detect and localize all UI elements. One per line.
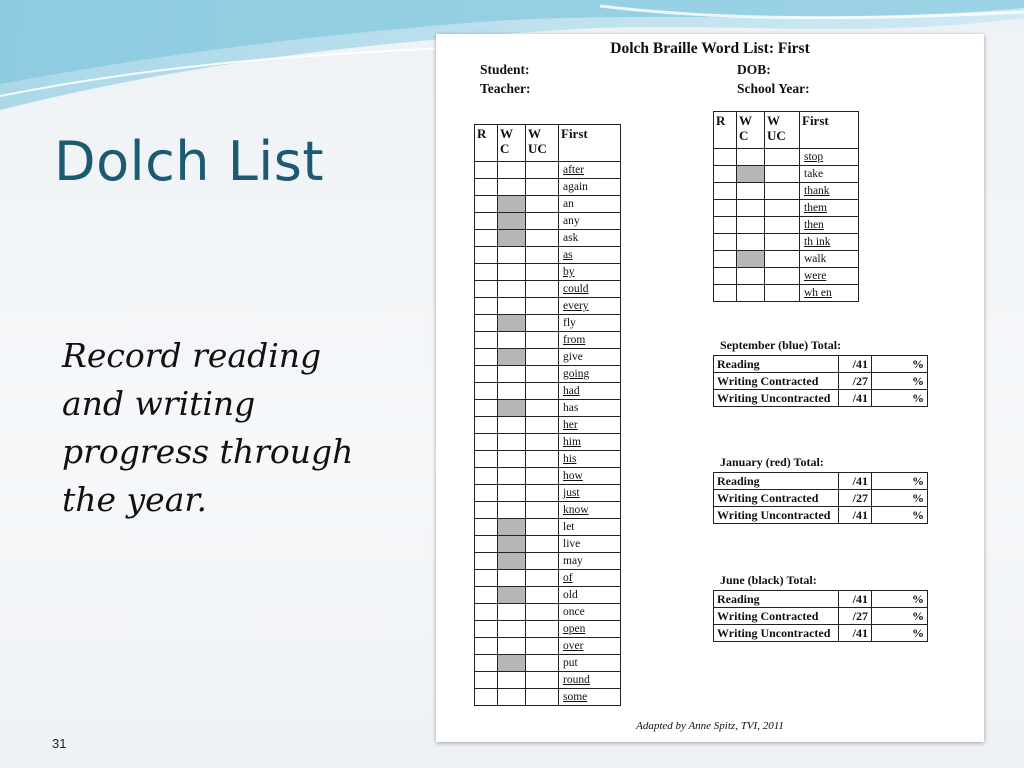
totals-heading: September (blue) Total: [720, 338, 842, 352]
totals-label: Writing Uncontracted [714, 507, 839, 524]
totals-denominator: /41 [839, 591, 872, 608]
word-cell: may [559, 553, 621, 570]
wuc-cell[interactable] [526, 417, 559, 434]
word-cell: take [800, 166, 859, 183]
r-cell[interactable] [475, 655, 498, 672]
word-cell: had [559, 383, 621, 400]
wuc-cell[interactable] [526, 587, 559, 604]
r-cell[interactable] [475, 383, 498, 400]
word-row [475, 621, 621, 638]
wc-cell[interactable] [737, 251, 765, 268]
totals-denominator: /27 [839, 490, 872, 507]
wc-cell[interactable] [498, 638, 526, 655]
word-row [475, 383, 621, 400]
word-row [714, 285, 859, 302]
totals-row [714, 625, 928, 642]
totals-denominator: /27 [839, 373, 872, 390]
wuc-cell[interactable] [526, 162, 559, 179]
word-row [475, 604, 621, 621]
word-row [475, 451, 621, 468]
header-wuc: W UC [765, 112, 800, 149]
r-cell[interactable] [475, 587, 498, 604]
wuc-cell[interactable] [526, 332, 559, 349]
totals-row [714, 490, 928, 507]
wc-cell[interactable] [498, 451, 526, 468]
wuc-cell[interactable] [526, 485, 559, 502]
totals-percent: % [872, 608, 928, 625]
word-row [475, 315, 621, 332]
header-first: First [559, 125, 621, 162]
r-cell[interactable] [714, 149, 737, 166]
r-cell[interactable] [475, 366, 498, 383]
header-r: R [714, 112, 737, 149]
left-word-table [474, 124, 621, 706]
totals-percent: % [872, 473, 928, 490]
slide-title: Dolch List [54, 130, 325, 193]
totals-row [714, 608, 928, 625]
wuc-cell[interactable] [526, 264, 559, 281]
wuc-cell[interactable] [765, 149, 800, 166]
word-row [475, 162, 621, 179]
totals-percent: % [872, 490, 928, 507]
totals-label: Reading [714, 356, 839, 373]
word-row [475, 247, 621, 264]
wuc-cell[interactable] [526, 621, 559, 638]
wc-cell[interactable] [498, 689, 526, 706]
wc-cell[interactable] [737, 268, 765, 285]
wc-cell[interactable] [498, 417, 526, 434]
wuc-cell[interactable] [526, 383, 559, 400]
word-cell: of [559, 570, 621, 587]
word-cell: let [559, 519, 621, 536]
r-cell[interactable] [475, 264, 498, 281]
wc-cell[interactable] [498, 621, 526, 638]
word-row [475, 655, 621, 672]
r-cell[interactable] [475, 485, 498, 502]
wuc-cell[interactable] [765, 166, 800, 183]
wc-cell[interactable] [737, 149, 765, 166]
wuc-cell[interactable] [526, 468, 559, 485]
school-year-label: School Year: [737, 81, 810, 96]
word-cell: them [800, 200, 859, 217]
totals-table [713, 355, 928, 407]
word-cell: then [800, 217, 859, 234]
document-title: Dolch Braille Word List: First [610, 40, 810, 57]
r-cell[interactable] [475, 519, 498, 536]
word-row [714, 217, 859, 234]
word-cell: just [559, 485, 621, 502]
r-cell[interactable] [475, 281, 498, 298]
word-row [475, 281, 621, 298]
r-cell[interactable] [475, 162, 498, 179]
word-cell: some [559, 689, 621, 706]
dob-label: DOB: [737, 62, 771, 77]
totals-table [713, 472, 928, 524]
totals-denominator: /41 [839, 473, 872, 490]
word-row [475, 468, 621, 485]
word-cell: live [559, 536, 621, 553]
totals-percent: % [872, 373, 928, 390]
word-cell: over [559, 638, 621, 655]
word-row [714, 268, 859, 285]
wc-cell[interactable] [498, 349, 526, 366]
word-row [475, 536, 621, 553]
totals-row [714, 373, 928, 390]
word-row [714, 234, 859, 251]
word-row [475, 196, 621, 213]
wuc-cell[interactable] [526, 672, 559, 689]
wuc-cell[interactable] [765, 234, 800, 251]
word-row [475, 264, 621, 281]
header-wuc: W UC [526, 125, 559, 162]
r-cell[interactable] [714, 234, 737, 251]
wuc-cell[interactable] [526, 638, 559, 655]
totals-percent: % [872, 356, 928, 373]
totals-heading: June (black) Total: [720, 573, 817, 587]
word-row [475, 349, 621, 366]
wc-cell[interactable] [498, 485, 526, 502]
word-row [475, 553, 621, 570]
word-row [475, 298, 621, 315]
wuc-cell[interactable] [765, 268, 800, 285]
wuc-cell[interactable] [526, 655, 559, 672]
word-row [475, 502, 621, 519]
totals-label: Reading [714, 591, 839, 608]
r-cell[interactable] [475, 196, 498, 213]
totals-row [714, 390, 928, 407]
word-row [475, 179, 621, 196]
word-cell: how [559, 468, 621, 485]
totals-denominator: /27 [839, 608, 872, 625]
word-cell: from [559, 332, 621, 349]
totals-row [714, 507, 928, 524]
totals-heading: January (red) Total: [720, 455, 824, 469]
wc-cell[interactable] [498, 519, 526, 536]
totals-denominator: /41 [839, 390, 872, 407]
r-cell[interactable] [475, 247, 498, 264]
wuc-cell[interactable] [526, 315, 559, 332]
wuc-cell[interactable] [526, 502, 559, 519]
totals-percent: % [872, 591, 928, 608]
r-cell[interactable] [475, 621, 498, 638]
r-cell[interactable] [714, 200, 737, 217]
word-cell: her [559, 417, 621, 434]
word-cell: by [559, 264, 621, 281]
word-cell: thank [800, 183, 859, 200]
word-row [714, 200, 859, 217]
r-cell[interactable] [714, 251, 737, 268]
wuc-cell[interactable] [526, 213, 559, 230]
word-cell: every [559, 298, 621, 315]
wc-cell[interactable] [737, 166, 765, 183]
word-cell: were [800, 268, 859, 285]
word-row [475, 332, 621, 349]
totals-label: Writing Contracted [714, 490, 839, 507]
wuc-cell[interactable] [526, 349, 559, 366]
word-cell: give [559, 349, 621, 366]
word-cell: fly [559, 315, 621, 332]
word-cell: his [559, 451, 621, 468]
header-wc: W C [737, 112, 765, 149]
word-cell: could [559, 281, 621, 298]
word-row [475, 672, 621, 689]
wc-cell[interactable] [737, 234, 765, 251]
r-cell[interactable] [475, 502, 498, 519]
r-cell[interactable] [475, 604, 498, 621]
word-row [714, 166, 859, 183]
totals-denominator: /41 [839, 507, 872, 524]
wuc-cell[interactable] [526, 281, 559, 298]
wc-cell[interactable] [737, 285, 765, 302]
word-row [475, 570, 621, 587]
totals-label: Writing Uncontracted [714, 625, 839, 642]
r-cell[interactable] [475, 451, 498, 468]
teacher-label: Teacher: [480, 81, 531, 96]
wc-cell[interactable] [498, 196, 526, 213]
r-cell[interactable] [475, 689, 498, 706]
r-cell[interactable] [475, 536, 498, 553]
r-cell[interactable] [475, 672, 498, 689]
right-word-table [713, 111, 859, 302]
wuc-cell[interactable] [526, 196, 559, 213]
r-cell[interactable] [714, 166, 737, 183]
credit-line: Adapted by Anne Spitz, TVI, 2011 [636, 720, 784, 732]
totals-denominator: /41 [839, 356, 872, 373]
word-cell: wh en [800, 285, 859, 302]
header-first: First [800, 112, 859, 149]
wc-cell[interactable] [498, 570, 526, 587]
wuc-cell[interactable] [765, 200, 800, 217]
word-cell: ask [559, 230, 621, 247]
word-cell: as [559, 247, 621, 264]
wuc-cell[interactable] [526, 519, 559, 536]
wuc-cell[interactable] [765, 183, 800, 200]
word-row [714, 251, 859, 268]
wc-cell[interactable] [498, 587, 526, 604]
totals-table [713, 590, 928, 642]
word-cell: walk [800, 251, 859, 268]
wc-cell[interactable] [498, 655, 526, 672]
totals-row [714, 356, 928, 373]
wuc-cell[interactable] [765, 251, 800, 268]
wuc-cell[interactable] [526, 366, 559, 383]
wc-cell[interactable] [498, 179, 526, 196]
wc-cell[interactable] [498, 604, 526, 621]
wuc-cell[interactable] [526, 536, 559, 553]
wc-cell[interactable] [498, 247, 526, 264]
wuc-cell[interactable] [765, 217, 800, 234]
word-row [475, 417, 621, 434]
wuc-cell[interactable] [526, 247, 559, 264]
r-cell[interactable] [475, 230, 498, 247]
r-cell[interactable] [475, 332, 498, 349]
wc-cell[interactable] [498, 298, 526, 315]
totals-percent: % [872, 390, 928, 407]
r-cell[interactable] [475, 468, 498, 485]
totals-row [714, 591, 928, 608]
word-cell: going [559, 366, 621, 383]
wc-cell[interactable] [498, 434, 526, 451]
student-label: Student: [480, 62, 530, 77]
wuc-cell[interactable] [526, 400, 559, 417]
word-row [475, 400, 621, 417]
wc-cell[interactable] [737, 200, 765, 217]
wuc-cell[interactable] [526, 230, 559, 247]
wuc-cell[interactable] [526, 570, 559, 587]
word-cell: open [559, 621, 621, 638]
word-row [714, 183, 859, 200]
totals-label: Writing Contracted [714, 373, 839, 390]
r-cell[interactable] [714, 183, 737, 200]
r-cell[interactable] [475, 553, 498, 570]
word-cell: old [559, 587, 621, 604]
totals-label: Writing Contracted [714, 608, 839, 625]
r-cell[interactable] [475, 349, 498, 366]
wc-cell[interactable] [498, 315, 526, 332]
totals-row [714, 473, 928, 490]
word-row [475, 519, 621, 536]
totals-percent: % [872, 625, 928, 642]
totals-label: Writing Uncontracted [714, 390, 839, 407]
wc-cell[interactable] [498, 536, 526, 553]
r-cell[interactable] [475, 570, 498, 587]
r-cell[interactable] [475, 298, 498, 315]
r-cell[interactable] [714, 217, 737, 234]
wc-cell[interactable] [498, 468, 526, 485]
word-cell: has [559, 400, 621, 417]
wuc-cell[interactable] [526, 451, 559, 468]
word-cell: stop [800, 149, 859, 166]
r-cell[interactable] [714, 285, 737, 302]
dolch-word-list-document [436, 34, 984, 742]
r-cell[interactable] [475, 638, 498, 655]
word-cell: round [559, 672, 621, 689]
header-wc: W C [498, 125, 526, 162]
word-cell: know [559, 502, 621, 519]
wc-cell[interactable] [498, 230, 526, 247]
wuc-cell[interactable] [526, 298, 559, 315]
wc-cell[interactable] [498, 264, 526, 281]
wc-cell[interactable] [737, 217, 765, 234]
header-r: R [475, 125, 498, 162]
wc-cell[interactable] [498, 672, 526, 689]
wc-cell[interactable] [498, 213, 526, 230]
r-cell[interactable] [714, 268, 737, 285]
word-cell: after [559, 162, 621, 179]
wuc-cell[interactable] [526, 434, 559, 451]
word-row [714, 149, 859, 166]
r-cell[interactable] [475, 179, 498, 196]
wc-cell[interactable] [498, 502, 526, 519]
word-row [475, 587, 621, 604]
r-cell[interactable] [475, 213, 498, 230]
totals-label: Reading [714, 473, 839, 490]
word-row [475, 485, 621, 502]
totals-percent: % [872, 507, 928, 524]
r-cell[interactable] [475, 400, 498, 417]
page-number: 31 [52, 736, 67, 751]
wuc-cell[interactable] [526, 553, 559, 570]
slide-body-text: Record reading and writing progress through the year. [62, 336, 354, 519]
totals-denominator: /41 [839, 625, 872, 642]
wc-cell[interactable] [498, 553, 526, 570]
word-cell: him [559, 434, 621, 451]
word-cell: th ink [800, 234, 859, 251]
word-row [475, 366, 621, 383]
word-row [475, 434, 621, 451]
wc-cell[interactable] [498, 162, 526, 179]
word-row [475, 689, 621, 706]
wuc-cell[interactable] [765, 285, 800, 302]
word-row [475, 213, 621, 230]
wuc-cell[interactable] [526, 604, 559, 621]
wuc-cell[interactable] [526, 689, 559, 706]
wuc-cell[interactable] [526, 179, 559, 196]
wc-cell[interactable] [498, 281, 526, 298]
wc-cell[interactable] [498, 332, 526, 349]
word-cell: put [559, 655, 621, 672]
wc-cell[interactable] [498, 400, 526, 417]
wc-cell[interactable] [498, 366, 526, 383]
word-cell: once [559, 604, 621, 621]
word-cell: an [559, 196, 621, 213]
r-cell[interactable] [475, 417, 498, 434]
wc-cell[interactable] [737, 183, 765, 200]
wc-cell[interactable] [498, 383, 526, 400]
word-cell: any [559, 213, 621, 230]
word-cell: again [559, 179, 621, 196]
r-cell[interactable] [475, 315, 498, 332]
word-row [475, 230, 621, 247]
word-row [475, 638, 621, 655]
r-cell[interactable] [475, 434, 498, 451]
